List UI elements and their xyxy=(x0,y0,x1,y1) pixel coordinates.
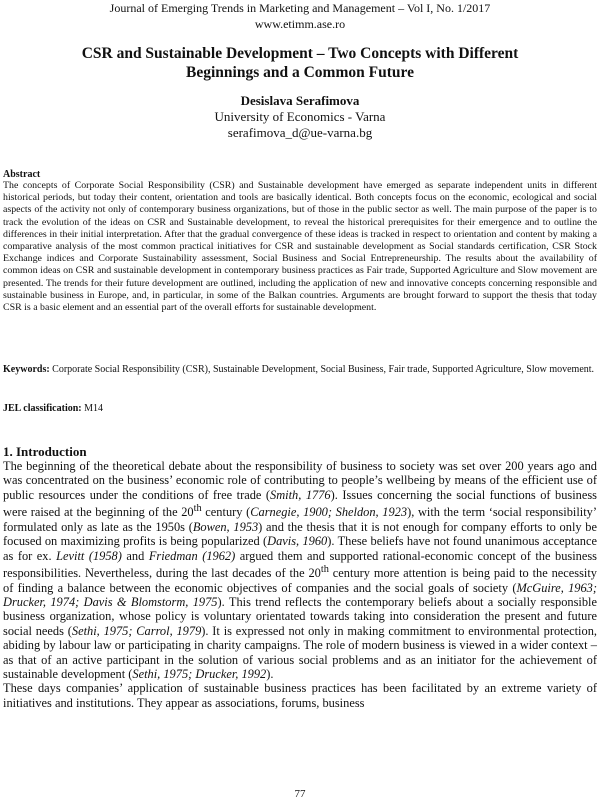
running-header xyxy=(0,0,600,31)
citation: Carnegie, 1900; Sheldon, 1923 xyxy=(250,505,408,520)
superscript: th xyxy=(320,563,329,575)
journal-url[interactable]: www.etimm.ase.ro xyxy=(254,17,346,31)
introduction-paragraph-1 xyxy=(3,459,597,681)
citation: Friedman (1962) xyxy=(148,548,236,563)
jel-label: JEL classification: xyxy=(3,403,82,414)
paragraph-text: ). Issues concerning the social functions of business were raised at the beginning of the 20 xyxy=(3,487,597,520)
jel-classification xyxy=(3,403,597,415)
introduction-paragraph-2: These days companies’ application of sustainable business practices has been facilitated by an extreme variety of initiatives and institutions. They appear as associations, forums, business xyxy=(3,681,597,710)
citation: Levitt (1958) xyxy=(56,548,122,563)
citation: Sethi, 1975; Carrol, 1979 xyxy=(71,623,202,638)
paragraph-text: ). It is expressed not only in making commitment to environmental protection, abiding by labour law or participating in charity campaigns. The role of modern business is viewed in a wider context – as that of an active participant in the solution of various social problems and as an initiator for the achievement of sustainable development ( xyxy=(3,623,597,681)
author-block xyxy=(0,93,600,141)
author-name: Desislava Serafimova xyxy=(240,93,360,108)
paragraph-text: The beginning of the theoretical debate about the responsibility of business to society was set over 200 years ago and was concentrated on the business’ economic role of contributing to people’s wellbeing by means of the efficient use of public resources under the conditions of free trade ( xyxy=(3,459,597,502)
journal-title: Journal of Emerging Trends in Marketing and Management – Vol I, No. 1/2017 xyxy=(109,1,491,15)
citation: McGuire, 1963; Drucker, 1974; Davis & Blomstorm, 1975 xyxy=(3,580,597,609)
paper-title-line-2: Beginnings and a Common Future xyxy=(186,64,414,81)
paragraph-text: argued them and supported rational-economic concept of the business responsibilities. Nevertheless, during the last decades of the 20 xyxy=(3,548,598,581)
jel-code: M14 xyxy=(84,403,104,414)
abstract-text: The concepts of Corporate Social Responsibility (CSR) and Sustainable development have emerged as separate independent units in different historical periods, but today their content, orientation and tools are basically identical. Both concepts focus on the economic, ecological and social aspects of the activity not only of contemporary business organizations, but of those in the public sector as well. The main purpose of the paper is to track the evolution of the ideas on CSR and Sustainable development, to reveal the historical prerequisites for their emergence and to outline the differences in their initial interpretation. After that the gradual convergence of these ideas is tracked in respect to orientation and content by making a comparative analysis of the most common practical initiatives for CSR and sustainable development as Social standards certification, CSR Stock Exchange indices and Corporate Sustainability assessment, Social Business and Social Entrepreneurship. The results about the availability of common ideas on CSR and sustainable development in contemporary business practices as Fair trade, Supported Agriculture and Slow movement are presented. The trends for their future development are outlined, including the application of new and innovative concepts concerning responsible and sustainable business in Europe, and, in particular, in some of the Balkan countries. Arguments are brought forward to support the thesis that today CSR is a basic element and an essential part of the overall efforts for sustainable development. xyxy=(3,180,597,314)
section-heading-introduction: 1. Introduction xyxy=(3,444,87,459)
citation: Sethi, 1975; Drucker, 1992 xyxy=(132,666,267,681)
keywords-text: Corporate Social Responsibility (CSR), Sustainable Development, Social Business, Fair trade, Supported Agriculture, Slow movement. xyxy=(52,364,595,375)
paragraph-text: ), with the term ‘social responsibility’ formulated only as late as the 1950s ( xyxy=(3,505,597,534)
paragraph-text: ) and the thesis that it is not enough for company efforts to only be focused on maximizing profits is being popularized ( xyxy=(3,519,598,549)
introduction-body xyxy=(3,459,597,710)
page-number: 77 xyxy=(294,788,306,800)
author-email[interactable]: serafimova_d@ue-varna.bg xyxy=(227,125,373,140)
paragraph-text: ). These beliefs have not found unanimous acceptance as for ex. xyxy=(3,534,597,563)
paper-title-line-1: CSR and Sustainable Development – Two Concepts with Different xyxy=(81,45,519,62)
paragraph-text: century ( xyxy=(201,505,251,520)
paper-title xyxy=(20,44,580,82)
paragraph-text: and xyxy=(121,548,149,563)
paragraph-text: ). This trend reflects the contemporary beliefs about a socially responsible business organization, whose policy is voluntary orientated towards taking into consideration the present and future social needs ( xyxy=(3,594,597,638)
citation: Bowen, 1953 xyxy=(192,519,259,534)
paragraph-text: ). xyxy=(266,666,274,681)
keywords xyxy=(3,364,597,377)
superscript: th xyxy=(193,503,202,515)
keywords-label: Keywords: xyxy=(3,364,50,375)
paragraph-text: century more attention is being paid to the necessity of finding a balance between the economic objectives of companies and the social goals of society ( xyxy=(3,566,597,595)
abstract-heading: Abstract xyxy=(3,169,41,180)
citation: Davis, 1960 xyxy=(267,534,328,549)
citation: Smith, 1776 xyxy=(270,487,331,502)
author-affiliation: University of Economics - Varna xyxy=(214,109,386,124)
